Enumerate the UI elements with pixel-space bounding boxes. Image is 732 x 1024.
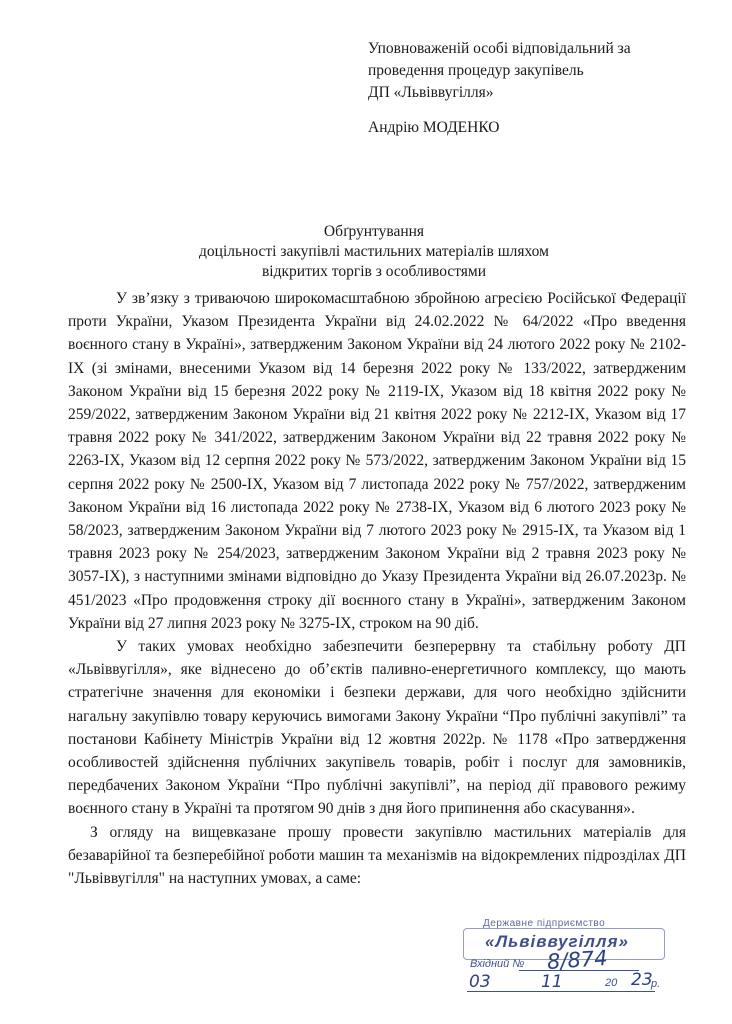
title-line-3: відкритих торгів з особливостями [261,263,487,280]
stamp-day: 03 [469,972,491,992]
addressee-line-2: проведення процедур закупівель [368,62,584,79]
stamp-year: 23 [631,970,653,990]
document-body [68,287,686,890]
stamp-incoming-label: Вхідний № [470,958,525,970]
stamp-company-name: «Львіввугілля» [485,932,629,951]
addressee-name: Андрію МОДЕНКО [368,119,500,136]
stamp-month: 11 [541,972,563,992]
document-title [60,222,688,282]
stamp-date-underline [467,991,655,992]
addressee-block [368,38,708,139]
paragraph-3: З огляду на вищевказане прошу провести закупівлю мастильних матеріалів для безаварійної та безперебійної роботи машин та механізмів на відокремлених підрозділах ДП "Львіввугілля" на наступних умовах, а саме: [68,823,686,888]
title-line-2: доцільності закупівлі мастильних матеріалів шляхом [199,243,549,260]
stamp-incoming-number: 8/874 [546,945,609,975]
paragraph-2: У таких умовах необхідно забезпечити безперервну та стабільну роботу ДП «Львіввугілля», яке віднесено до об’єктів паливно-енергетичного комплексу, що мають стратегічне значення для економіки і безпеки держави, для чого необхідно здійснити нагальну закупівлю товару керуючись вимогами Закону України “Про публічні закупівлі” та постанови Кабінету Міністрів України від 12 жовтня 2022р. № 1178 «Про затвердження особливостей здійснення публічних закупівель товарів, робіт і послуг для замовників, передбачених Законом України “Про публічні закупівлі”, на період дії правового режиму воєнного стану в Україні та протягом 90 днів з дня його припинення або скасування». [68,638,686,818]
incoming-registration-stamp [455,914,669,994]
stamp-year-suffix: р. [651,978,661,990]
paragraph-1: У зв’язку з триваючою широкомасштабною збройною агресією Російської Федерації проти України, Указом Президента України від 24.02.2022 № 64/2022 «Про введення воєнного стану в Україні», затвердженим Законом України від 24 лютого 2022 року № 2102-IX (зі змінами, внесеними Указом від 14 березня 2022 року № 133/2022, затвердженим Законом України від 15 березня 2022 року № 2119-IX, Указом від 18 квітня 2022 року № 259/2022, затвердженим Законом України від 21 квітня 2022 року № 2212-IX, Указом від 17 травня 2022 року № 341/2022, затвердженим Законом України від 22 травня 2022 року № 2263-IX, Указом від 12 серпня 2022 року № 573/2022, затвердженим Законом України від 15 серпня 2022 року № 2500-IX, Указом від 7 листопада 2022 року № 757/2022, затвердженим Законом України від 16 листопада 2022 року № 2738-IX, Указом від 6 лютого 2023 року № 58/2023, затвердженим Законом України від 7 лютого 2023 року № 2915-IX, та Указом від 1 травня 2023 року № 254/2023, затвердженим Законом України від 2 травня 2023 року № 3057-IX), з наступними змінами відповідно до Указу Президента України від 26.07.2023р. № 451/2023 «Про продовження строку дії воєнного стану в Україні», затвердженим Законом України від 27 липня 2023 року № 3275-IX, строком на 90 діб. [68,290,686,632]
addressee-line-1: Уповноваженій особі відповідальний за [368,40,631,57]
stamp-year-prefix: 20 [605,977,618,989]
stamp-org-label: Державне підприємство [483,918,606,929]
addressee-line-3: ДП «Львіввугілля» [368,84,494,101]
title-line-1: Обґрунтування [323,223,425,240]
